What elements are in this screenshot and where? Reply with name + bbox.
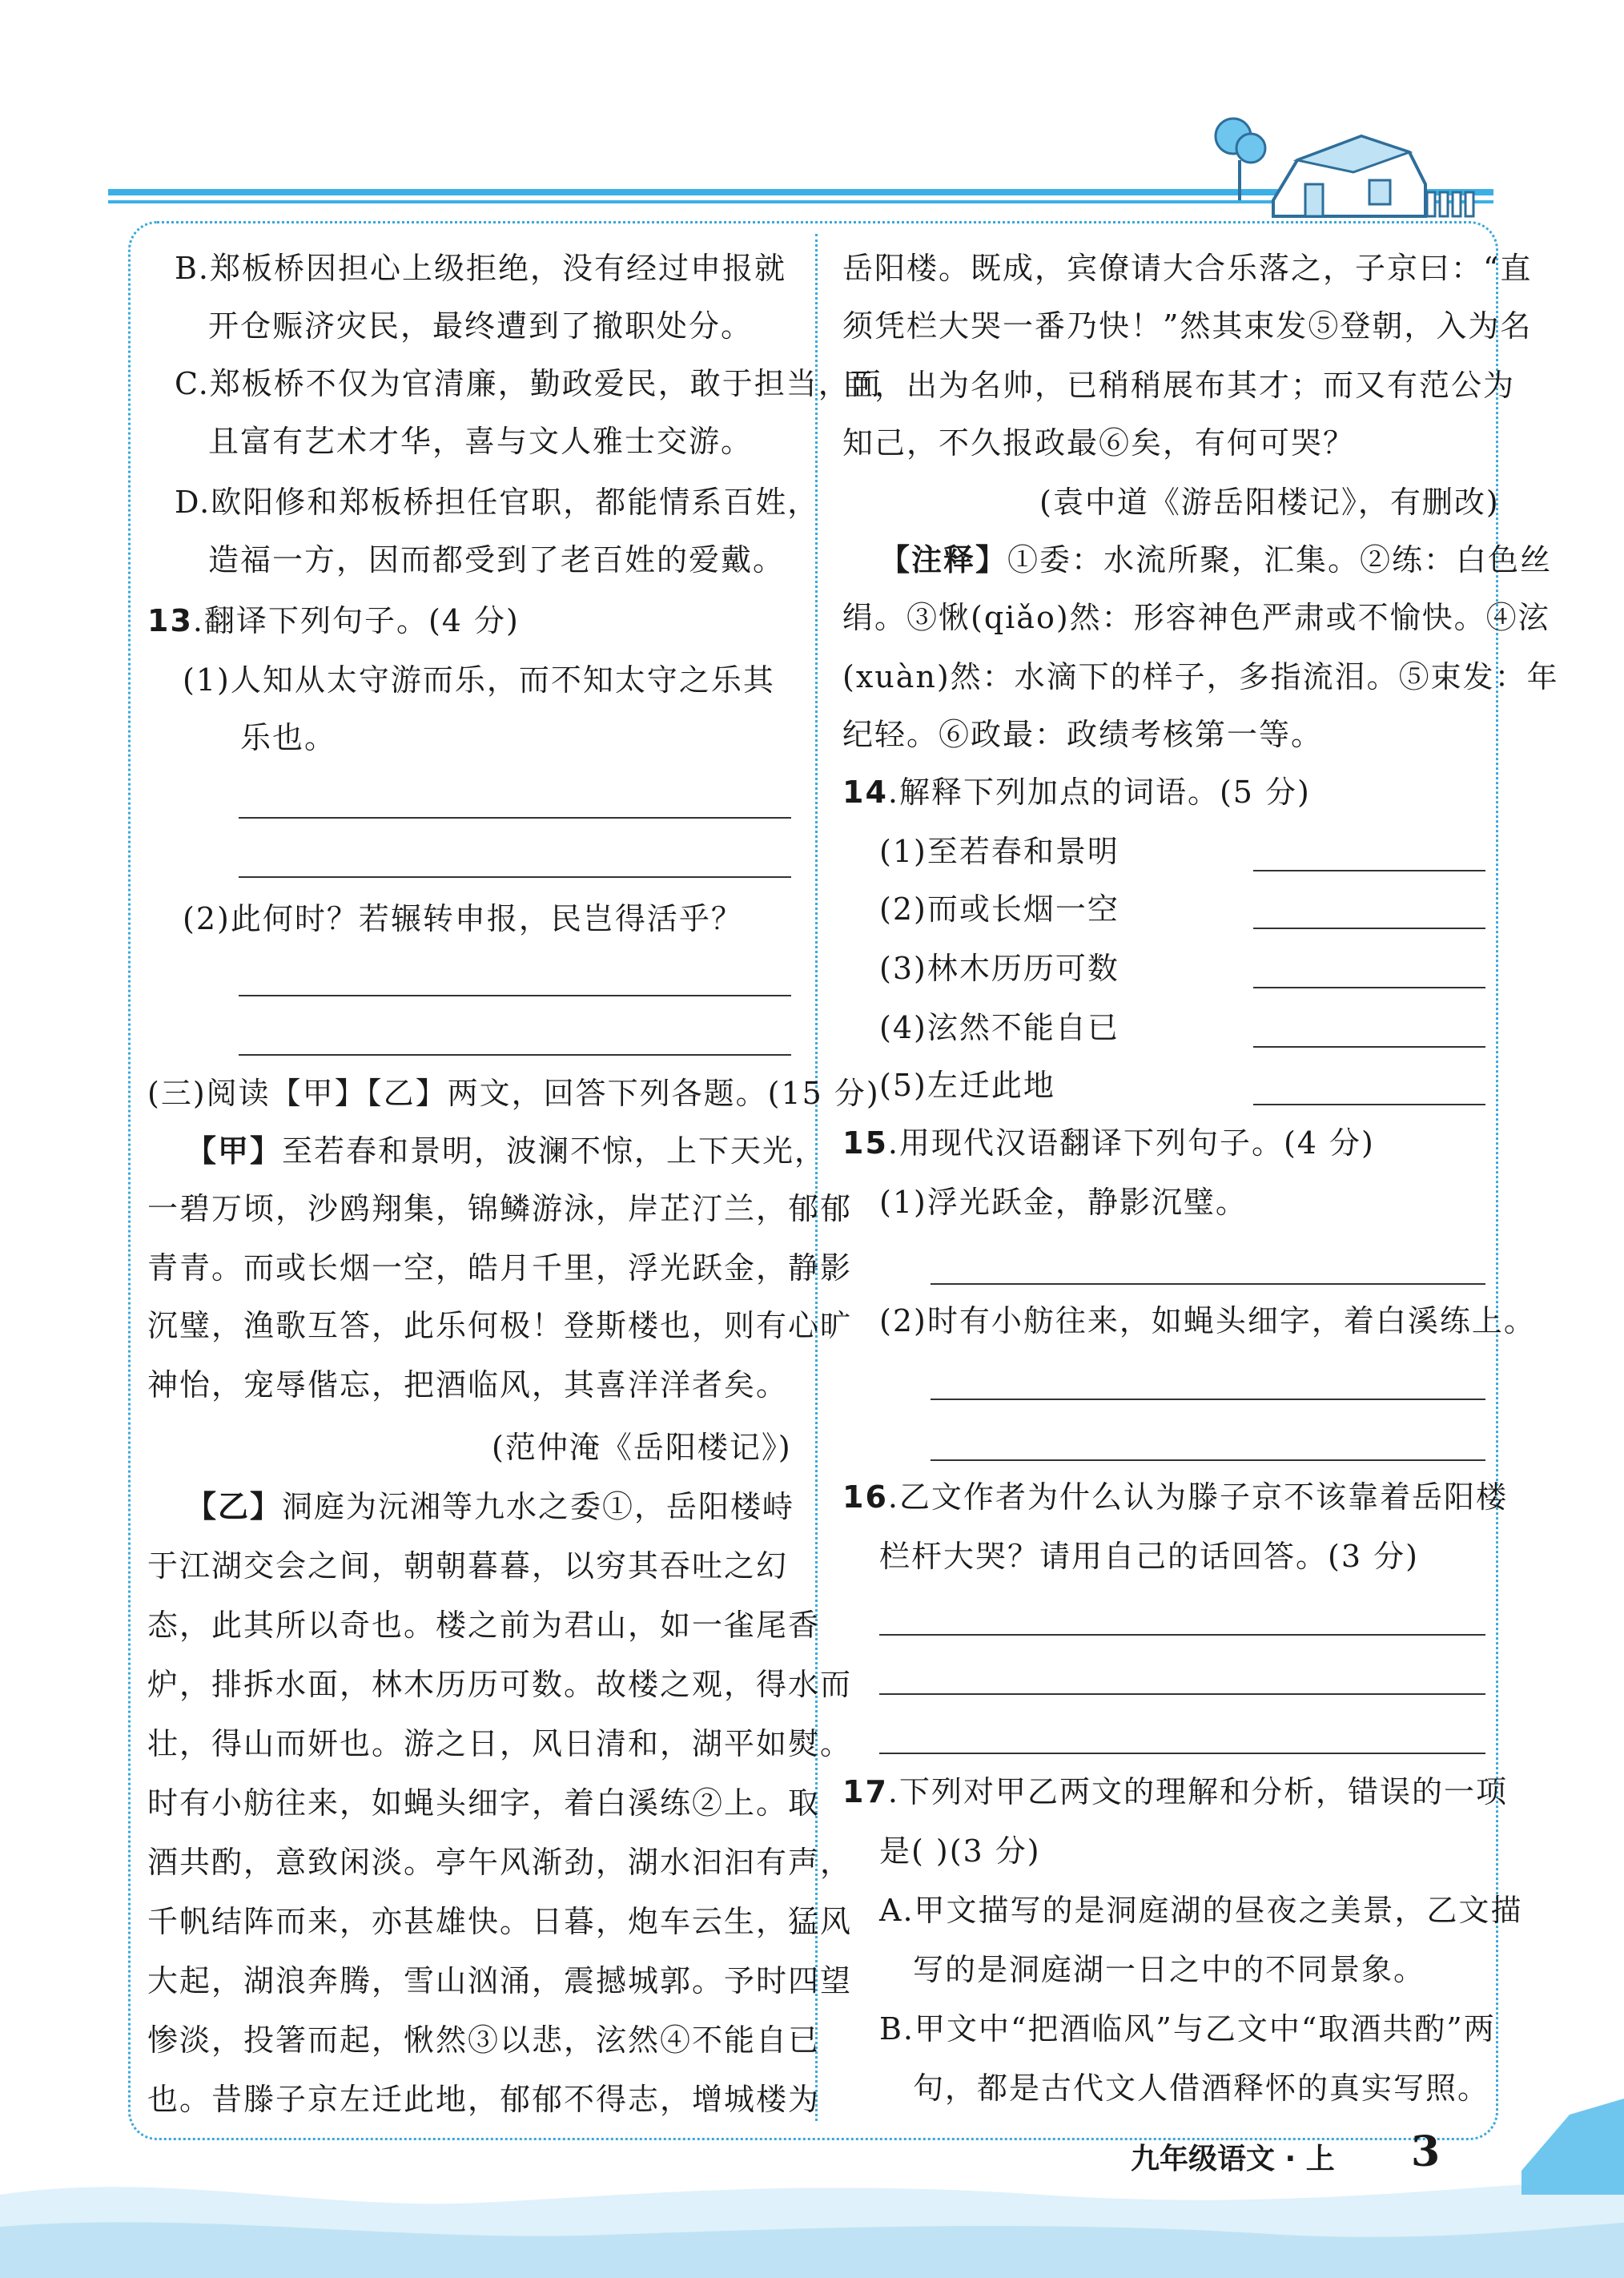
yi-line-8: 千帆结阵而来，亦甚雄快。日暮，炮车云生，猛风	[147, 1904, 853, 1939]
yi-line-11: 也。昔滕子京左迁此地，郁郁不得志，增城楼为	[147, 2082, 821, 2117]
page-number: 3	[1411, 2127, 1441, 2176]
yi-cont-line-2: 须凭栏大哭一番乃快！”然其束发⑤登朝，入为名	[842, 308, 1533, 344]
jia-line-2: 一碧万顷，沙鸥翔集，锦鳞游泳，岸芷汀兰，郁郁	[147, 1191, 853, 1226]
yi-line-4: 炉，排拆水面，林木历历可数。故楼之观，得水而	[147, 1667, 853, 1702]
q14-item-4: (4)泫然不能自已	[879, 1010, 1120, 1045]
jia-line-5: 神怡，宠辱偕忘，把酒临风，其喜洋洋者矣。	[147, 1367, 789, 1403]
yi-cont-line-3: 臣，出为名帅，已稍稍展布其才；而又有范公为	[842, 368, 1516, 403]
yi-line-9: 大起，湖浪奔腾，雪山汹涌，震撼城郭。予时四望	[147, 1963, 853, 1998]
notes-label: 【注释】	[879, 542, 1008, 578]
q14-number: 14	[842, 775, 888, 810]
yi-line-1	[186, 1488, 794, 1525]
q12-option-b-line1: B.郑板桥因担心上级拒绝，没有经过申报就	[175, 251, 787, 286]
q13-answer-line-4[interactable]	[239, 1054, 791, 1056]
q14-answer-line-2[interactable]	[1253, 928, 1485, 929]
q15-answer-line-3[interactable]	[931, 1459, 1485, 1461]
q17-option-a-line1: A.甲文描写的是洞庭湖的昼夜之美景，乙文描	[879, 1893, 1523, 1928]
q13-title	[147, 602, 520, 639]
notes-text-1: ①委：水流所聚，汇集。②练：白色丝	[1007, 542, 1553, 578]
yi-line-3: 态，此其所以奇也。楼之前为君山，如一雀尾香	[147, 1608, 821, 1643]
q14-title	[842, 774, 1311, 811]
yi-cont-line-4: 知己，不久报政最⑥矣，有何可哭？	[842, 425, 1356, 461]
q16-text-1: .乙文作者为什么认为滕子京不该靠着岳阳楼	[887, 1479, 1508, 1515]
q17-option-a-line2: 写的是洞庭湖一日之中的不同景象。	[913, 1952, 1426, 1987]
jia-source: (范仲淹《岳阳楼记》)	[492, 1430, 792, 1465]
q17-option-b-line2: 句，都是古代文人借酒释怀的真实写照。	[913, 2071, 1490, 2106]
q13-answer-line-1[interactable]	[239, 817, 791, 819]
q15-title	[842, 1125, 1375, 1161]
q17-option-b-line1: B.甲文中“把酒临风”与乙文中“取酒共酌”两	[879, 2011, 1496, 2047]
q12-option-d-line1: D.欧阳修和郑板桥担任官职，都能情系百姓，	[175, 485, 820, 520]
q15-sentence1: (1)浮光跃金，静影沉璧。	[879, 1185, 1248, 1220]
q15-title-text: .用现代汉语翻译下列句子。(4 分)	[887, 1125, 1375, 1161]
notes-line-3: (xuàn)然：水滴下的样子，多指流泪。⑤束发：年	[842, 659, 1559, 694]
q12-option-d-line2: 造福一方，因而都受到了老百姓的爱戴。	[208, 542, 786, 578]
q13-answer-line-2[interactable]	[239, 876, 791, 878]
q16-line-1	[842, 1479, 1508, 1515]
q14-item-5: (5)左迁此地	[879, 1068, 1055, 1103]
yi-line-6: 时有小舫往来，如蝇头细字，着白溪练②上。取	[147, 1785, 821, 1821]
q17-line-1	[842, 1773, 1508, 1810]
q14-answer-line-1[interactable]	[1253, 870, 1485, 871]
jia-label: 【甲】	[186, 1133, 283, 1169]
q12-option-b-line2: 开仓赈济灾民，最终遭到了撤职处分。	[208, 308, 754, 344]
q13-sentence1-line1: (1)人知从太守游而乐，而不知太守之乐其	[183, 662, 775, 698]
q12-option-c-line2: 且富有艺术才华，喜与文人雅士交游。	[208, 424, 754, 459]
q13-number: 13	[147, 603, 193, 638]
q17-text-1: .下列对甲乙两文的理解和分析，错误的一项	[887, 1774, 1508, 1809]
q16-answer-line-2[interactable]	[879, 1693, 1485, 1695]
q16-number: 16	[842, 1479, 888, 1515]
q17-line-2: 是( )(3 分)	[879, 1833, 1041, 1869]
section3-heading: (三)阅读【甲】【乙】两文，回答下列各题。(15 分)	[147, 1076, 880, 1111]
q15-number: 15	[842, 1125, 888, 1161]
q14-item-3: (3)林木历历可数	[879, 951, 1120, 986]
q16-answer-line-3[interactable]	[879, 1753, 1485, 1754]
yi-source: (袁中道《游岳阳楼记》，有删改)	[1039, 485, 1500, 520]
footer-label: 九年级语文 · 上	[1131, 2143, 1335, 2175]
q15-sentence2: (2)时有小舫往来，如蝇头细字，着白溪练上。	[879, 1303, 1536, 1338]
q15-answer-line-2[interactable]	[931, 1399, 1485, 1400]
yi-label: 【乙】	[186, 1489, 283, 1524]
q16-answer-line-1[interactable]	[879, 1634, 1485, 1636]
q17-number: 17	[842, 1774, 888, 1809]
yi-line-10: 惨淡，投箸而起，愀然③以悲，泫然④不能自已	[147, 2022, 821, 2058]
q13-sentence2: (2)此何时？若辗转申报，民岂得活乎？	[183, 901, 743, 936]
q13-answer-line-3[interactable]	[239, 995, 791, 996]
q14-title-text: .解释下列加点的词语。(5 分)	[887, 775, 1311, 810]
yi-line-5: 壮，得山而妍也。游之日，风日清和，湖平如熨。	[147, 1726, 853, 1761]
q13-sentence1-line2: 乐也。	[240, 720, 337, 755]
q14-item-1: (1)至若春和景明	[879, 834, 1120, 869]
house-illustration	[1201, 104, 1505, 232]
yi-line-7: 酒共酌，意致闲淡。亭午风渐劲，湖水汩汩有声，	[147, 1845, 853, 1880]
notes-line-4: 纪轻。⑥政最：政绩考核第一等。	[842, 717, 1324, 752]
jia-line-3: 青青。而或长烟一空，皓月千里，浮光跃金，静影	[147, 1250, 853, 1286]
q14-answer-line-3[interactable]	[1253, 987, 1485, 988]
notes-line-1	[879, 541, 1552, 578]
q14-answer-line-5[interactable]	[1253, 1104, 1485, 1105]
yi-text-1: 洞庭为沅湘等九水之委①，岳阳楼峙	[282, 1489, 795, 1524]
q13-title-text: .翻译下列句子。(4 分)	[192, 603, 520, 638]
yi-line-2: 于江湖交会之间，朝朝暮暮，以穷其吞吐之幻	[147, 1548, 789, 1584]
q12-option-c-line1: C.郑板桥不仅为官清廉，勤政爱民，敢于担当，而	[175, 366, 882, 401]
q16-line-2: 栏杆大哭？请用自己的话回答。(3 分)	[879, 1539, 1419, 1574]
q14-item-2: (2)而或长烟一空	[879, 891, 1120, 927]
notes-line-2: 绢。③愀(qiǎo)然：形容神色严肃或不愉快。④泫	[842, 600, 1550, 635]
water-decoration	[0, 2083, 1624, 2278]
jia-line-1	[186, 1133, 826, 1169]
q14-answer-line-4[interactable]	[1253, 1046, 1485, 1048]
jia-line-4: 沉璧，渔歌互答，此乐何极！登斯楼也，则有心旷	[147, 1308, 853, 1343]
yi-cont-line-1: 岳阳楼。既成，宾僚请大合乐落之，子京曰：“直	[842, 251, 1533, 286]
jia-text-1: 至若春和景明，波澜不惊，上下天光，	[282, 1133, 827, 1169]
q15-answer-line-1[interactable]	[931, 1283, 1485, 1285]
